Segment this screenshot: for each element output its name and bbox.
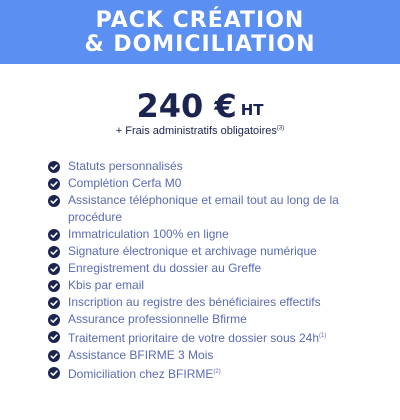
feature-item (48, 243, 368, 260)
check-circle-icon (48, 314, 60, 326)
pack-header (0, 0, 400, 64)
feature-text: Domiciliation chez BFIRME (68, 367, 214, 381)
check-circle-icon (48, 246, 60, 258)
feature-list (48, 158, 368, 383)
price-amount: 240 € (136, 87, 237, 125)
feature-item (48, 192, 368, 226)
feature-footnote: (2) (213, 369, 221, 375)
feature-text: Signature électronique et archivage numérique (68, 244, 317, 258)
check-circle-icon (48, 350, 60, 362)
feature-text: Assurance professionnelle Bfirme (68, 312, 247, 326)
check-circle-icon (48, 178, 60, 190)
check-circle-icon (48, 331, 60, 343)
feature-text: Kbis par email (68, 278, 145, 292)
feature-item (48, 226, 368, 243)
feature-item (48, 175, 368, 192)
feature-text: Assistance BFIRME 3 Mois (68, 348, 214, 362)
check-circle-icon (48, 263, 60, 275)
feature-item (48, 311, 368, 328)
feature-item (48, 328, 368, 347)
check-circle-icon (48, 280, 60, 292)
feature-item (48, 364, 368, 383)
feature-text: Immatriculation 100% en ligne (68, 227, 229, 241)
feature-text: Assistance téléphonique et email tout au long de la procédure (68, 193, 339, 224)
feature-item (48, 347, 368, 364)
feature-text: Statuts personnalisés (68, 159, 183, 173)
feature-item (48, 158, 368, 175)
pack-title-line-2: & DOMICILIATION (84, 32, 316, 57)
admin-fees-note (0, 125, 400, 137)
pack-title-line-1: PACK CRÉATION (95, 8, 305, 33)
check-circle-icon (48, 367, 60, 379)
price-tax-label: HT (240, 101, 264, 119)
feature-text: Enregistrement du dossier au Greffe (68, 261, 262, 275)
admin-fees-text: + Frais administratifs obligatoires (115, 125, 277, 137)
feature-text: Complétion Cerfa M0 (68, 176, 182, 190)
check-circle-icon (48, 161, 60, 173)
feature-text: Traitement prioritaire de votre dossier sous 24h (68, 331, 320, 345)
feature-text: Inscription au registre des bénéficiaires effectifs (68, 295, 321, 309)
feature-footnote: (1) (319, 333, 327, 339)
feature-item (48, 260, 368, 277)
admin-fees-footnote: (3) (276, 125, 285, 132)
feature-item (48, 277, 368, 294)
price (137, 88, 264, 124)
check-circle-icon (48, 229, 60, 241)
check-circle-icon (48, 297, 60, 309)
check-circle-icon (48, 195, 60, 207)
price-block (0, 88, 400, 124)
feature-item (48, 294, 368, 311)
